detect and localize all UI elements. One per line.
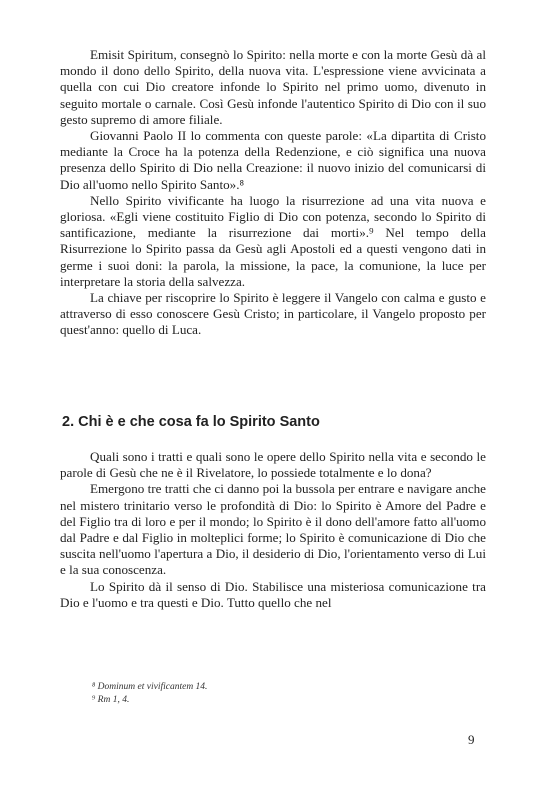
paragraph-senso-di-dio: Lo Spirito dà il senso di Dio. Stabilisce una misteriosa comunicazione tra Dio e l'uomo e tra questi e Dio. Tutto quello che nel <box>60 578 486 610</box>
paragraph-spirito-vivificante: Nello Spirito vivificante ha luogo la risurrezione ad una vita nuova e gloriosa. «Egli viene costituito Figlio di Dio con potenza, secondo lo Spirito di santificazione, mediante la risurrezione dai morti».⁹ Nel tempo della Risurrezione lo Spirito passa da Gesù agli Apostoli ed a questi vengono dati in germe i suoi doni: la parola, la missione, la pace, la comunione, la luce per interpretare la storia della salvezza. <box>60 192 486 289</box>
section-2-body <box>60 449 486 611</box>
paragraph-chiave-vangelo: La chiave per riscoprire lo Spirito è leggere il Vangelo con calma e gusto e attraverso di esso conoscere Gesù Cristo; in particolare, il Vangelo proposto per quest'anno: quello di Luca. <box>60 290 486 338</box>
footnote-9: ⁹ Rm 1, 4. <box>92 695 130 705</box>
paragraph-giovanni-paolo: Giovanni Paolo II lo commenta con queste parole: «La dipartita di Cristo mediante la Croce ha la potenza della Redenzione, e ciò significa una nuova presenza dello Spirito di Dio nella Creazione: il nuovo inizio del comunicarsi di Dio all'uomo nello Spirito Santo».⁸ <box>60 128 486 192</box>
page-number: 9 <box>468 732 475 747</box>
section-2-heading: 2. Chi è e che cosa fa lo Spirito Santo <box>62 414 320 430</box>
paragraph-tratti-opere: Quali sono i tratti e quali sono le opere dello Spirito nella vita e secondo le parole di Gesù che ne è il Rivelatore, lo possiede totalmente e lo dona? <box>60 449 486 481</box>
paragraph-emisit-spiritum: Emisit Spiritum, consegnò lo Spirito: nella morte e con la morte Gesù dà al mondo il dono dello Spirito, della nuova vita. L'espressione viene avvicinata a quella con cui Dio creatore infonde lo Spirito nel primo uomo, divenuto in seguito mortale o carnale. Così Gesù infonde l'autentico Spirito di Dio con il suo gesto supremo di amore filiale. <box>60 47 486 127</box>
footnote-8: ⁸ Dominum et vivificantem 14. <box>92 682 208 692</box>
section-1-body <box>60 47 486 339</box>
paragraph-tre-tratti: Emergono tre tratti che ci danno poi la bussola per entrare e navigare anche nel mistero trinitario verso le profondità di Dio: lo Spirito è Amore del Padre e del Figlio tra di loro e per il mondo; lo Spirito è il dono dell'amore fatto all'uomo dal Padre e dal Figlio in molteplici forme; lo Spirito è comunicazione di Dio che suscita nell'uomo l'apertura a Dio, il desiderio di Dio, l'orientamento verso di Lui e la sua conoscenza. <box>60 481 486 578</box>
footnotes <box>92 681 207 707</box>
